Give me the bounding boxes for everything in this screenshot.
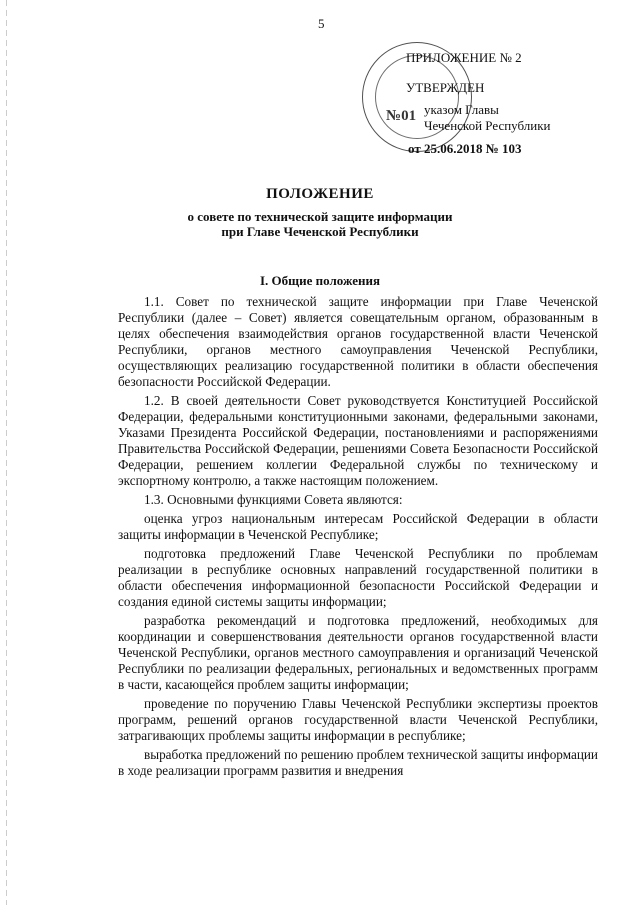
document-subtitle-line-1: о совете по технической защите информации — [187, 209, 453, 224]
republic-line: Чеченской Республики — [424, 118, 551, 133]
page-number: 5 — [318, 16, 325, 31]
paragraph: оценка угроз национальным интересам Российской Федерации в области защиты информации в Чеченской Республике; — [118, 511, 598, 542]
decree-line: указом Главы — [424, 102, 499, 117]
paragraph: 1.2. В своей деятельности Совет руководствуется Конституцией Российской Федерации, федеральными конституционными законами, федеральными законами, Указами Президента Российской Федерации, постановлениями и распоряжениями Правительства Российской Федерации, решениями Совета Безопасности Российской Федерации, решением коллегии Федеральной службы по техническому и экспортному контролю, а также настоящим положением. — [118, 393, 598, 488]
approval-block — [384, 50, 624, 157]
left-margin-line — [6, 0, 7, 905]
body-text — [118, 294, 598, 782]
paragraph: выработка предложений по решению проблем технической защиты информации в ходе реализации программ развития и внедрения — [118, 747, 598, 778]
seal-text: №01 — [386, 108, 417, 124]
appendix-label: ПРИЛОЖЕНИЕ № 2 — [406, 50, 522, 65]
paragraph: проведение по поручению Главы Чеченской Республики экспертизы проектов программ, решений органов государственной власти Чеченской Республики, затрагивающих проблемы защиты информации в республике; — [118, 696, 598, 743]
approved-label: УТВЕРЖДЕН — [406, 80, 485, 95]
document-subtitle-line-2: при Главе Чеченской Республики — [221, 224, 419, 239]
paragraph: 1.3. Основными функциями Совета являются: — [144, 492, 403, 507]
paragraph: 1.1. Совет по технической защите информации при Главе Чеченской Республики (далее – Совет) является совещательным органом, образованным в целях обеспечения взаимодействия органов государственной власти Чеченской Республики, органов местного самоуправления Чеченской Республики, осуществляющих реализацию государственной политики в области обеспечения безопасности Российской Федерации. — [118, 294, 598, 389]
paragraph: разработка рекомендаций и подготовка предложений, необходимых для координации и совершенствования деятельности органов государственной власти Чеченской Республики, органов местного самоуправления и организаций Чеченской Республики по реализации федеральных, региональных и ведомственных программ в части, касающейся проблем защиты информации; — [118, 613, 598, 692]
document-title: ПОЛОЖЕНИЕ — [266, 186, 374, 202]
date-number-line: от 25.06.2018 № 103 — [408, 141, 522, 156]
paragraph: подготовка предложений Главе Чеченской Республики по проблемам реализации в республике основных направлений государственной политики в области обеспечения информационной безопасности Российской Федерации и создания единой системы защиты информации; — [118, 546, 598, 609]
section-heading: I. Общие положения — [260, 273, 380, 288]
